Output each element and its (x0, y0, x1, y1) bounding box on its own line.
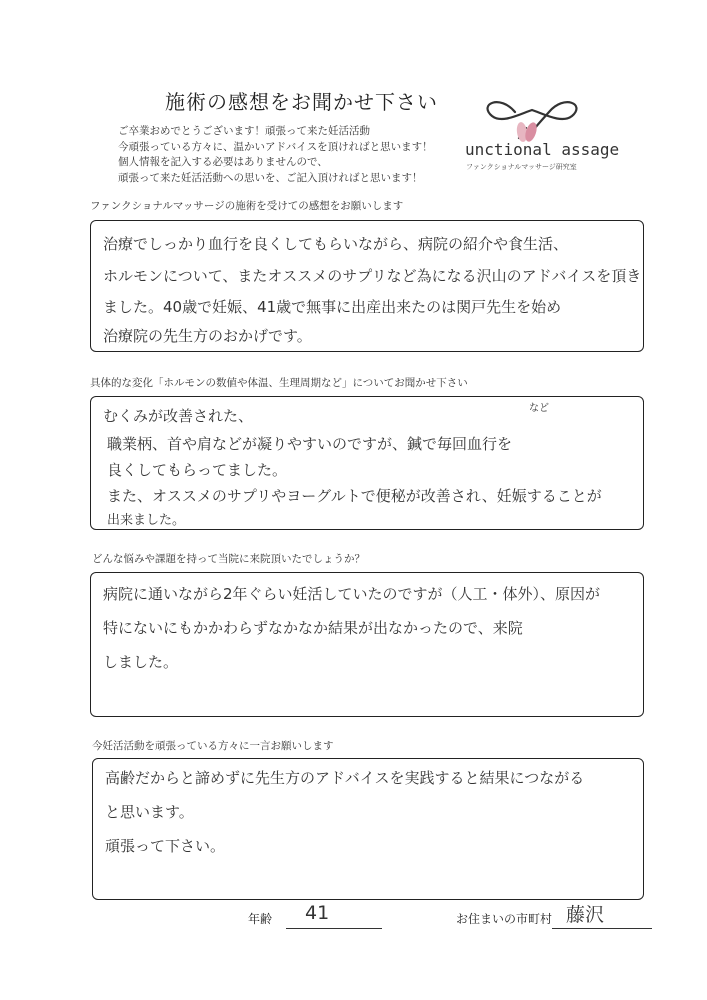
answer-line: 頑張って下さい。 (105, 837, 226, 855)
answer-line: しました。 (103, 653, 179, 671)
age-value: 41 (305, 902, 330, 924)
answer-box-3 (90, 572, 644, 717)
answer-line: 治療でしっかり血行を良くしてもらいながら、病院の紹介や食生活、 (103, 235, 569, 253)
brand-logo-subtitle: ファンクショナルマッサージ研究室 (466, 163, 577, 171)
answer-line: むくみが改善された、 (103, 407, 254, 425)
intro-line: 頑張って来た妊活活動への思いを、ご記入頂ければと思います！ (118, 171, 423, 184)
answer-line: 特にないにもかかわらずなかなか結果が出なかったので、来院 (103, 619, 523, 637)
answer-box-2 (90, 396, 644, 530)
answer-line: 治療院の先生方のおかげです。 (103, 327, 312, 345)
age-label: 年齢 (248, 912, 273, 926)
answer-box-1 (90, 220, 644, 352)
question-2-label: 具体的な変化「ホルモンの数値や体温、生理周期など」についてお聞かせ下さい (90, 377, 468, 389)
answer-line: と思います。 (105, 803, 194, 821)
answer-box-4 (92, 758, 644, 900)
question-4-label: 今妊活活動を頑張っている方々に一言お願いします (92, 740, 334, 752)
city-value: 藤沢 (566, 904, 605, 926)
city-underline (552, 928, 652, 929)
brand-logo-icon (470, 92, 595, 172)
answer-line: 職業柄、首や肩などが凝りやすいのですが、鍼で毎回血行を (107, 435, 513, 453)
answer-line: また、オススメのサプリやヨーグルトで便秘が改善され、妊娠することが (107, 487, 602, 505)
intro-text (118, 124, 448, 186)
intro-line: 今頑張っている方々に、温かいアドバイスを頂ければと思います！ (118, 140, 433, 153)
brand-logo-text: unctional assage (465, 140, 620, 159)
page-title: 施術の感想をお聞かせ下さい (165, 90, 438, 114)
answer-line: 良くしてもらってました。 (107, 461, 288, 479)
answer-line: ホルモンについて、またオススメのサプリなど為になる沢山のアドバイスを頂き (103, 267, 642, 285)
question-1-label: ファンクショナルマッサージの施術を受けての感想をお願いします (90, 200, 404, 212)
answer-line: ました。40歳で妊娠、41歳で無事に出産出来たのは関戸先生を始め (103, 298, 562, 316)
answer-line: 出来ました。 (107, 513, 186, 528)
age-underline (286, 928, 382, 929)
intro-line: 個人情報を記入する必要はありませんので、 (118, 156, 328, 168)
answer-line: 病院に通いながら2年ぐらい妊活していたのですが（人工・体外）、原因が (103, 585, 601, 603)
answer-annotation: など (529, 403, 549, 414)
answer-line: 高齢だからと諦めずに先生方のアドバイスを実践すると結果につながる (105, 769, 585, 787)
question-3-label: どんな悩みや課題を持って当院に来院頂いたでしょうか？ (92, 553, 365, 565)
city-label: お住まいの市町村 (456, 912, 553, 926)
intro-line: ご卒業おめでとうございます！頑張って来た妊活活動 (118, 125, 370, 137)
